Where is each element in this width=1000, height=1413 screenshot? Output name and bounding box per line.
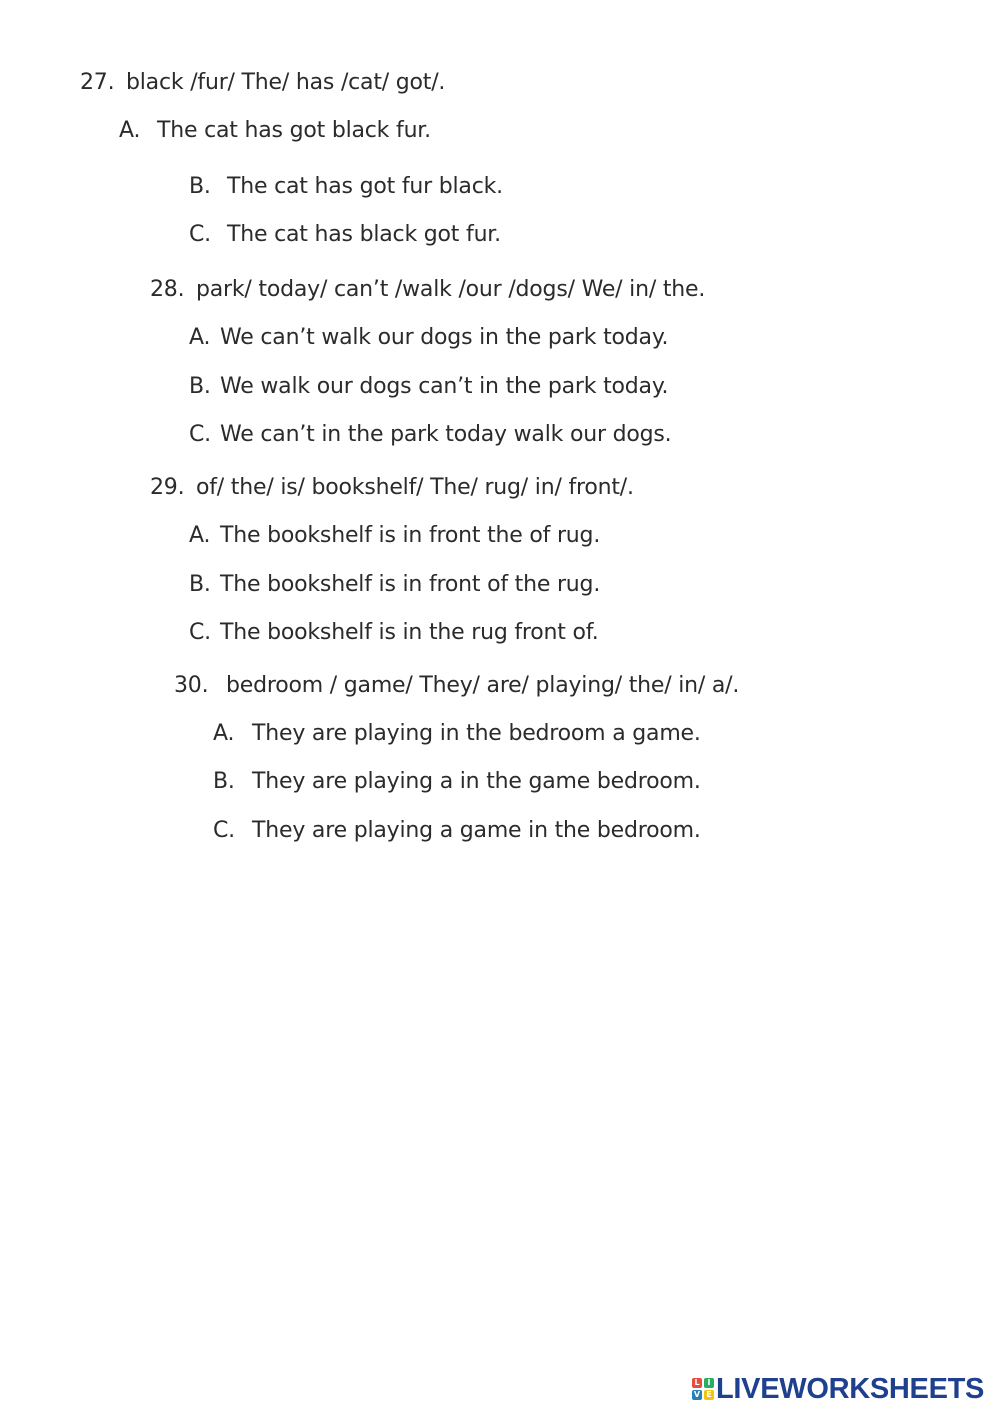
question-28-option-a: [189, 324, 668, 352]
question-number: 28.: [150, 277, 185, 302]
option-text: We can’t walk our dogs in the park today.: [220, 325, 669, 350]
question-prompt-text: park/ today/ can’t /walk /our /dogs/ We/ in/ the.: [196, 277, 706, 302]
question-prompt-text: of/ the/ is/ bookshelf/ The/ rug/ in/ front/.: [196, 475, 634, 500]
question-29-option-c: [189, 619, 599, 647]
question-30-option-c: [213, 817, 701, 845]
question-30-option-a: [213, 720, 701, 748]
option-letter: A.: [213, 721, 235, 746]
question-30-option-b: [213, 768, 701, 796]
option-letter: A.: [189, 325, 211, 350]
question-number: 30.: [174, 673, 209, 698]
liveworksheets-logo-icon: [692, 1378, 714, 1400]
question-27-option-c: [189, 221, 501, 249]
question-29-option-a: [189, 522, 600, 550]
option-text: The bookshelf is in the rug front of.: [220, 620, 599, 645]
option-text: The cat has black got fur.: [227, 222, 501, 247]
logo-square: V: [693, 1390, 701, 1399]
question-28-option-c: [189, 421, 671, 449]
question-30-prompt: [174, 672, 739, 700]
option-text: They are playing a game in the bedroom.: [252, 818, 701, 843]
option-letter: A.: [189, 523, 211, 548]
option-text: We can’t in the park today walk our dogs.: [220, 422, 672, 447]
logo-square: I: [704, 1378, 714, 1388]
question-29-option-b: [189, 571, 600, 599]
question-28-option-b: [189, 373, 668, 401]
question-27-prompt: [80, 69, 445, 97]
option-letter: B.: [189, 174, 211, 199]
option-text: They are playing in the bedroom a game.: [252, 721, 701, 746]
question-prompt-text: bedroom / game/ They/ are/ playing/ the/ in/ a/.: [226, 673, 740, 698]
option-letter: A.: [119, 118, 141, 143]
question-28-prompt: [150, 276, 705, 304]
option-text: They are playing a in the game bedroom.: [252, 769, 701, 794]
question-29-prompt: [150, 474, 634, 502]
option-letter: C.: [213, 818, 235, 843]
question-prompt-text: black /fur/ The/ has /cat/ got/.: [126, 70, 446, 95]
option-text: We walk our dogs can’t in the park today.: [220, 374, 669, 399]
question-number: 29.: [150, 475, 185, 500]
option-text: The bookshelf is in front of the rug.: [220, 572, 601, 597]
option-letter: C.: [189, 222, 211, 247]
liveworksheets-logo: [692, 1373, 984, 1405]
logo-text: LIVEWORKSHEETS: [716, 1373, 985, 1405]
option-text: The cat has got fur black.: [227, 174, 503, 199]
question-27-option-b: [189, 173, 503, 201]
question-number: 27.: [80, 70, 115, 95]
option-letter: C.: [189, 422, 211, 447]
option-letter: B.: [189, 572, 211, 597]
option-letter: C.: [189, 620, 211, 645]
logo-square: E: [704, 1390, 714, 1400]
option-text: The cat has got black fur.: [157, 118, 431, 143]
option-text: The bookshelf is in front the of rug.: [220, 523, 601, 548]
option-letter: B.: [189, 374, 211, 399]
question-27-option-a: [119, 117, 431, 145]
logo-square: L: [692, 1378, 702, 1388]
option-letter: B.: [213, 769, 235, 794]
